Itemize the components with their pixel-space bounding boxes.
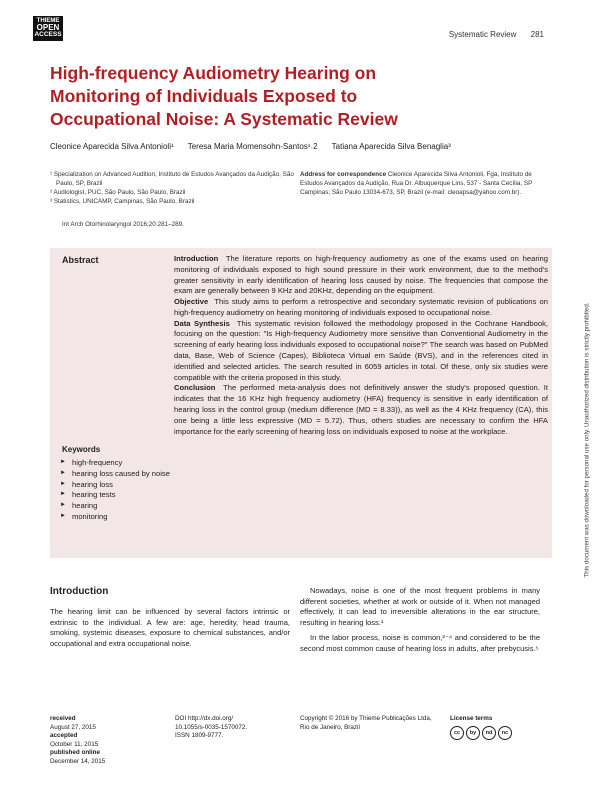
license-terms-link[interactable]: License terms bbox=[450, 715, 493, 722]
body-column-left bbox=[50, 586, 290, 654]
keyword: ► monitoring bbox=[60, 512, 172, 523]
affiliation: ² Audiologist, PUC, São Paulo, São Paulo, Brazil bbox=[50, 189, 186, 197]
license-icons bbox=[450, 726, 540, 740]
keywords-heading: Keywords bbox=[62, 445, 101, 454]
keyword: ► hearing loss bbox=[60, 480, 172, 491]
body-column-right bbox=[300, 586, 540, 658]
abstract-data-synthesis: Data Synthesis This systematic revision followed the methodology proposed in the Cochrane Handbook, focusing on the question: "Is High-frequency Audiometry more sensitive than Conventional Audiometry in the screening of early hearing loss individuals exposed to occupational noise?" The search was based on PubMed data, Base, Web of Science (Capes), Biblioteca Virtual em Saúde (BVS), and in the references cited in identified and selected articles. The search resulted in 6059 articles in total. Of these, only six studies were compatible with the criteria proposed in this study. bbox=[174, 318, 548, 382]
affiliations bbox=[50, 170, 295, 207]
correspondence-label: Address for correspondence bbox=[300, 171, 387, 178]
introduction-heading: Introduction bbox=[50, 586, 109, 597]
paragraph: In the labor process, noise is common,²⁻⁴ and considered to be the second most common cause of hearing loss in adults, after prebycusis.⁵ bbox=[300, 632, 540, 653]
keywords-list bbox=[60, 458, 172, 523]
running-header bbox=[449, 30, 544, 39]
abstract-introduction: Introduction The literature reports on high-frequency audiometry as one of the exams used on hearing monitoring of individuals exposed to high sound pressure in their work environment, due to the method's greater sensitivity in early identification of hearing loss caused by noise. The frequencies that compose the exam are generally between 9 KHz and 20KHz, depending on the equipment. bbox=[174, 254, 548, 296]
affiliation: ¹ Specialization on Advanced Audition, Instituto de Estudos Avançados da Audição, São Paulo, SP, Brazil bbox=[50, 171, 294, 188]
keyword: ► hearing tests bbox=[60, 490, 172, 501]
copyright: Copyright © 2016 by Thieme Publicações Ltda, Rio de Janeiro, Brazil bbox=[300, 715, 432, 731]
author: Tatiana Aparecida Silva Benaglia³ bbox=[331, 142, 451, 151]
correspondence-text: Cleonice Aparecida Silva Antonioli, Fga, Instituto de Estudos Avançados da Audição, Rua Dr. Albuquerque Lins, 537 - Santa Cecília, SP Campinas, São Paulo 13034-673, SP, Brazil (e-mail: cleoapsa@yahoo.com.br). bbox=[300, 171, 533, 197]
paragraph: Nowadays, noise is one of the most frequent problems in many different societies, whether at work or outside of it. When not managed effectively, it can lead to irreversible alterations in the ear structure, resulting in hearing loss.¹ bbox=[300, 586, 540, 628]
non-commercial-icon: nc bbox=[498, 726, 512, 740]
keyword: ► hearing loss caused by noise bbox=[60, 469, 172, 480]
affiliation: ³ Statistics, UNICAMP, Campinas, São Paulo, Brazil bbox=[50, 198, 195, 206]
correspondence bbox=[300, 170, 548, 197]
article-history: received August 27, 2015 accepted October 11, 2015 published online December 14, 2015 bbox=[50, 715, 106, 765]
download-notice: This document was downloaded for personal use only. Unauthorized distribution is strictly prohibited. bbox=[583, 302, 591, 578]
creative-commons-icon: cc bbox=[450, 726, 464, 740]
article-title: High-frequency Audiometry Hearing on Monitoring of Individuals Exposed to Occupational Noise: A Systematic Review bbox=[50, 63, 398, 129]
keyword: ► high-frequency bbox=[60, 458, 172, 469]
attribution-icon: by bbox=[466, 726, 480, 740]
author: Cleonice Aparecida Silva Antonioli¹ bbox=[50, 142, 174, 151]
author: Teresa Maria Momensohn-Santos¹˒2 bbox=[187, 142, 318, 151]
abstract-text bbox=[174, 254, 548, 437]
thieme-open-access-logo: THIEME OPEN ACCESS bbox=[33, 16, 63, 41]
running-title: Systematic Review bbox=[448, 30, 517, 39]
page-number: 281 bbox=[530, 30, 544, 39]
abstract-conclusion: Conclusion The performed meta-analysis does not definitively answer the study's proposed question. It indicates that the 16 KHz high frequency audiometry (HFA) frequency is sensitive in early identification of hearing loss in the control group (medium difference (MD = 8.33)), as well as the 4 KHz frequency (CA), this one being a little less expressive (MD = 5.72). Thus, others studies are necessary to confirm the HFA importance for the early screening of hearing loss on individuals exposed to noise at the workplace. bbox=[174, 383, 548, 436]
doi-link[interactable]: DOI http://dx.doi.org/ bbox=[175, 715, 234, 722]
doi-issn: DOI http://dx.doi.org/ 10.1055/s-0035-1570072. ISSN 1809-9777. bbox=[175, 715, 295, 741]
license-block bbox=[450, 715, 540, 740]
paragraph: The hearing limit can be influenced by several factors intrinsic or extrinsic to the individual. A few are: age, heredity, head trauma, smoking, systemic diseases, exposure to chemical substances, and/or occupational and extra occupational noise. bbox=[50, 607, 290, 649]
no-derivatives-icon: nd bbox=[482, 726, 496, 740]
keyword: ► hearing bbox=[60, 501, 172, 512]
author-list bbox=[50, 142, 550, 151]
abstract-objective: Objective This study aims to perform a retrospective and secondary systematic revision of publications on high-frequency audiometry on hearing monitoring of individuals exposed to occupational noise. bbox=[174, 297, 548, 317]
citation: Int Arch Otorhinolaryngol 2016;20:281–289. bbox=[62, 221, 184, 228]
abstract-heading: Abstract bbox=[62, 255, 99, 265]
